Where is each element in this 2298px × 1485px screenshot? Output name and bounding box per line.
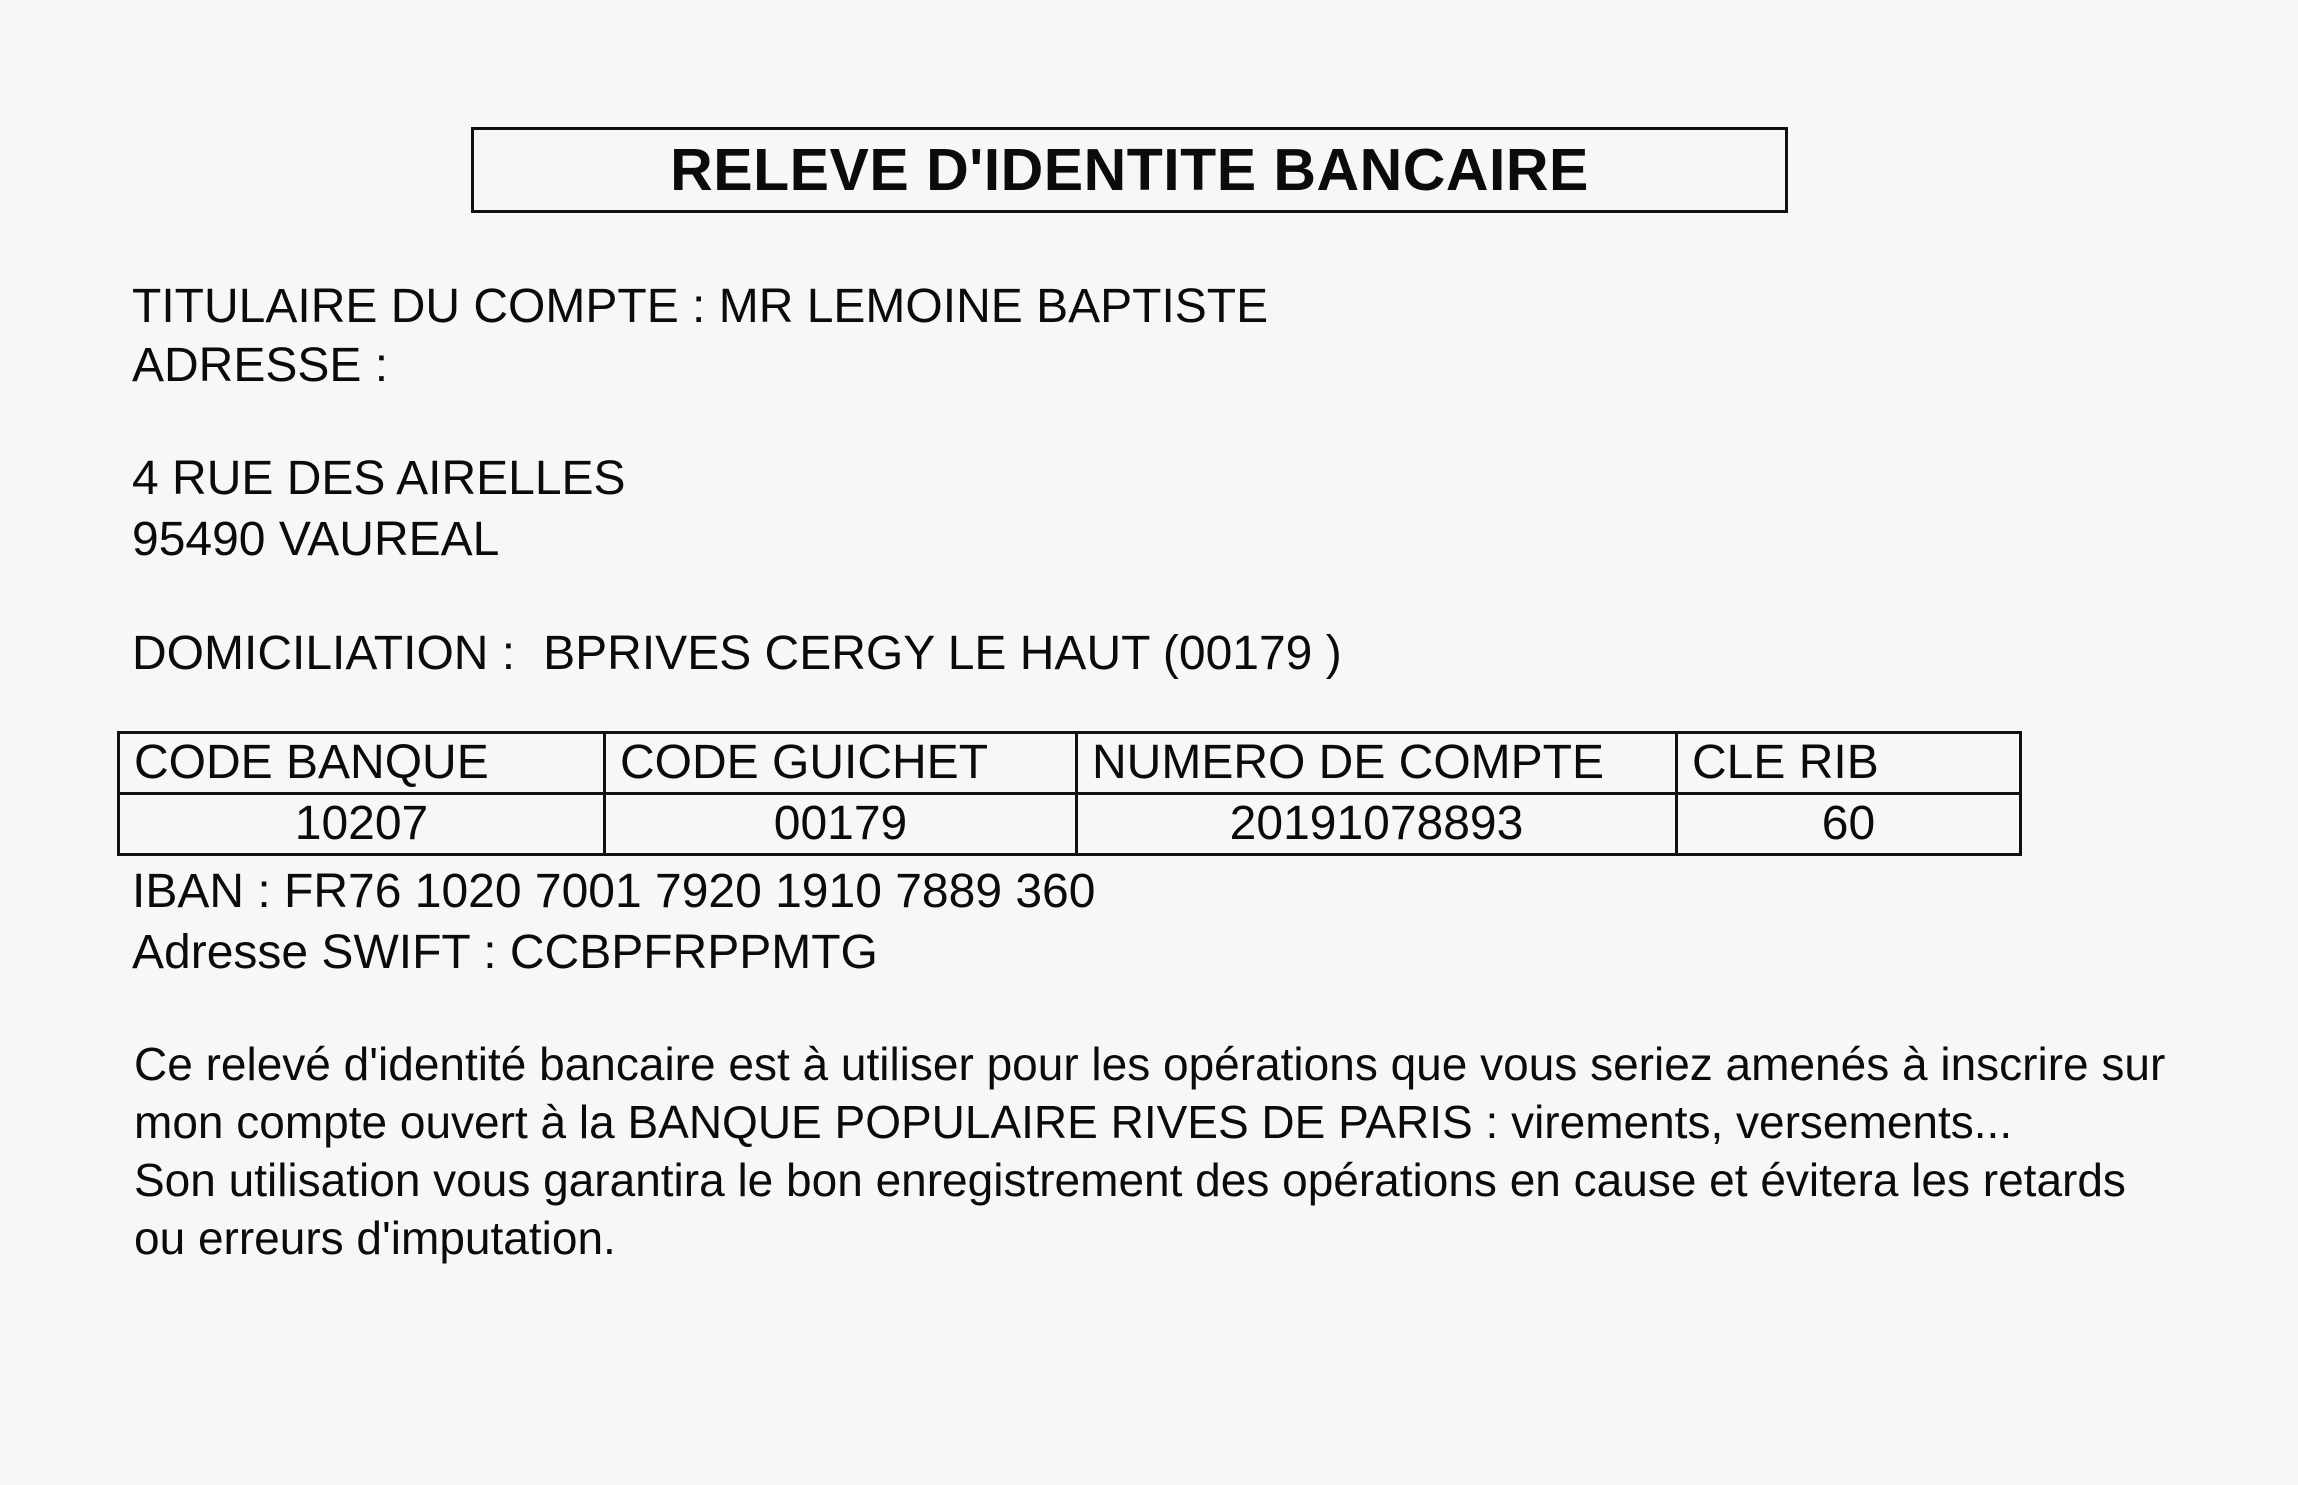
rib-value-rib-key: 60 [1677,794,2021,855]
document-title: RELEVE D'IDENTITE BANCAIRE [670,137,1589,203]
domiciliation-value: BPRIVES CERGY LE HAUT (00179 ) [543,627,1342,680]
rib-value-account-number: 20191078893 [1077,794,1677,855]
domiciliation-line [132,627,1342,680]
iban-value: FR76 1020 7001 7920 1910 7889 360 [284,865,1096,918]
iban-label: IBAN : [132,865,271,918]
address-line-1: 4 RUE DES AIRELLES [132,452,626,505]
notice-paragraph-1: Ce relevé d'identité bancaire est à utiliser pour les opérations que vous seriez amenés à inscrire sur mon compte ouvert à la BANQUE POPULAIRE RIVES DE PARIS : virements, versements... [134,1038,2166,1148]
address-line-2: 95490 VAUREAL [132,513,500,566]
rib-header-bank-code: CODE BANQUE [119,733,605,794]
rib-value-bank-code: 10207 [119,794,605,855]
rib-table-value-row [119,794,2021,855]
swift-value: CCBPFRPPMTG [509,926,878,979]
iban-line [132,865,1096,918]
rib-table-header-row [119,733,2021,794]
domiciliation-label: DOMICILIATION : [132,627,516,680]
address-label: ADRESSE : [132,339,389,392]
account-holder-name: MR LEMOINE BAPTISTE [718,280,1269,333]
account-holder-line [132,280,1269,333]
account-holder-label: TITULAIRE DU COMPTE : [132,280,706,333]
swift-line [132,926,878,979]
notice-text [134,1035,2174,1267]
rib-table [117,731,2022,856]
document-title-box [471,127,1788,213]
swift-label: Adresse SWIFT : [132,926,497,979]
rib-header-account-number: NUMERO DE COMPTE [1077,733,1677,794]
rib-header-branch-code: CODE GUICHET [605,733,1077,794]
rib-value-branch-code: 00179 [605,794,1077,855]
rib-header-rib-key: CLE RIB [1677,733,2021,794]
notice-paragraph-2: Son utilisation vous garantira le bon enregistrement des opérations en cause et évitera les retards ou erreurs d'imputation. [134,1154,2126,1264]
